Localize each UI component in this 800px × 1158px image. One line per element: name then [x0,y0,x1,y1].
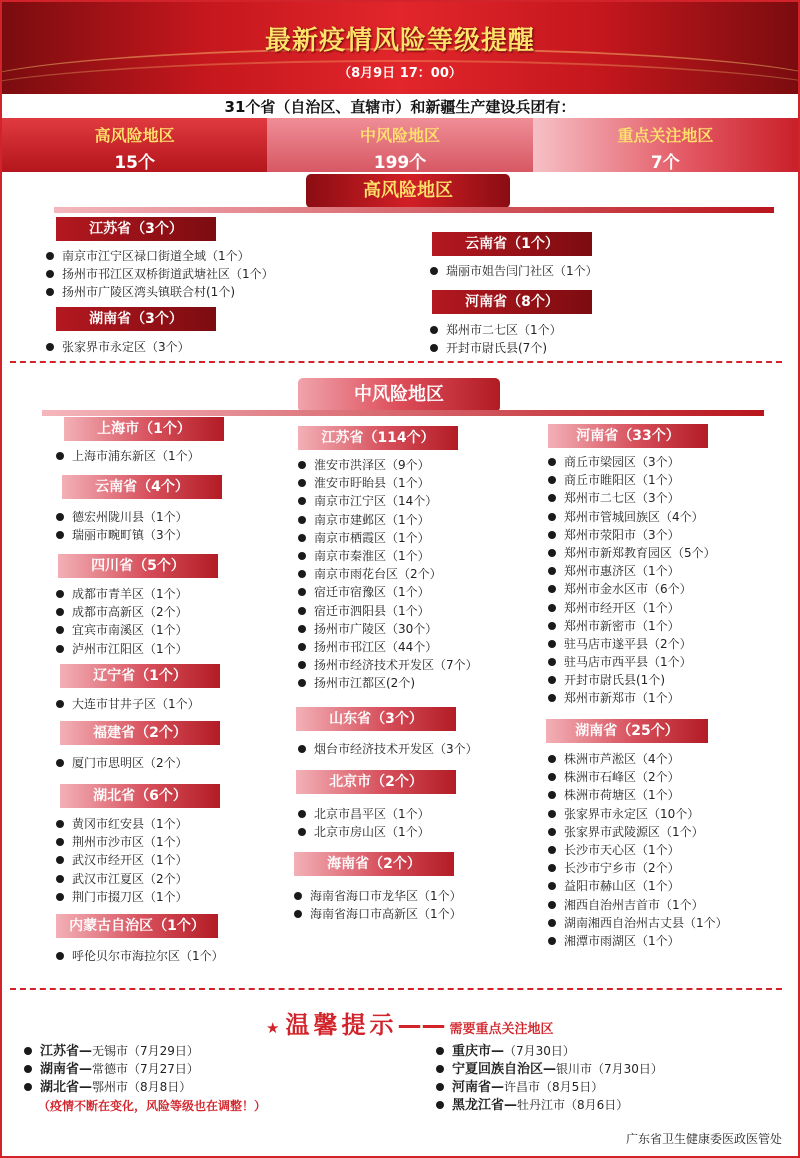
list-item: 泸州市江阳区（1个） [54,640,188,658]
summary-bar [2,118,798,172]
tip-detail: 牡丹江市（8月6日） [517,1098,629,1112]
list-item: 张家界市永定区（10个） [546,805,728,823]
list-item: 开封市尉氏县(1个) [546,671,716,689]
list-item [434,1096,663,1114]
list-item: 成都市高新区（2个） [54,603,188,621]
tips-heading [266,1005,553,1037]
tip-province: 河南省— [452,1080,505,1095]
tip-detail: 许昌市（8月5日） [504,1080,604,1094]
list-item: 德宏州陇川县（1个） [54,508,188,526]
list-item: 张家界市武陵源区（1个） [546,823,728,841]
high-henan-list [428,321,562,357]
list-item: 北京市昌平区（1个） [296,805,430,823]
tip-province: 江苏省— [40,1044,93,1059]
list-item: 北京市房山区（1个） [296,823,430,841]
list-item: 厦门市思明区（2个） [54,754,188,772]
summary-count: 7个 [650,153,680,173]
list-item: 扬州市邗江区（44个） [296,638,478,656]
list-item: 益阳市赫山区（1个） [546,877,728,895]
tip-province: 湖南省— [40,1062,93,1077]
high-yunnan-list [428,262,598,280]
list-item: 郑州市荥阳市（3个） [546,526,716,544]
mid-jiangsu-list [296,456,478,692]
list-item [434,1060,663,1078]
list-item: 大连市甘井子区（1个） [54,695,200,713]
list-item: 成都市青羊区（1个） [54,585,188,603]
list-item: 郑州市新密市（1个） [546,617,716,635]
summary-label: 中风险地区 [359,126,440,145]
summary-watch [533,118,798,172]
summary-count: 15个 [114,153,155,173]
list-item: 南京市江宁区（14个） [296,492,478,510]
province-tag-hunan: 湖南省（3个） [56,307,216,331]
list-item: 湖南湘西自治州古丈县（1个） [546,914,728,932]
list-item [22,1078,199,1096]
province-tag-henan: 河南省（33个） [548,424,708,448]
list-item: 上海市浦东新区（1个） [54,447,200,465]
mid-sichuan-list [54,585,188,658]
list-item: 武汉市江夏区（2个） [54,870,188,888]
list-item: 株洲市芦淞区（4个） [546,750,728,768]
list-item: 扬州市广陵区湾头镇联合村(1个) [44,283,274,301]
province-tag-yunnan: 云南省（1个） [432,232,592,256]
list-item: 商丘市梁园区（3个） [546,453,716,471]
list-item: 开封市尉氏县(7个) [428,339,562,357]
list-item: 湘西自治州吉首市（1个） [546,896,728,914]
list-item: 武汉市经开区（1个） [54,851,188,869]
list-item: 长沙市宁乡市（2个） [546,859,728,877]
list-item: 南京市秦淮区（1个） [296,547,478,565]
province-tag-shanghai: 上海市（1个） [64,417,224,441]
list-item: 瑞丽市姐告闫门社区（1个） [428,262,598,280]
medium-risk-banner: 中风险地区 [298,378,500,412]
list-item: 郑州市金水区市（6个） [546,580,716,598]
mid-shanghai-list [54,447,200,465]
tips-note: （疫情不断在变化，风险等级也在调整！） [38,1099,267,1113]
list-item: 郑州市二七区（1个） [428,321,562,339]
list-item: 黄冈市红安县（1个） [54,815,188,833]
list-item: 郑州市经开区（1个） [546,599,716,617]
province-tag-hubei: 湖北省（6个） [60,784,220,808]
mid-yunnan-list [54,508,188,544]
tip-detail: （7月30日） [504,1044,575,1058]
tip-province: 湖北省— [40,1080,93,1095]
list-item: 郑州市新郑市（1个） [546,689,716,707]
tips-list-right [434,1042,663,1114]
list-item: 荆州市沙市区（1个） [54,833,188,851]
mid-liaoning-list [54,695,200,713]
tips-title: 温馨提示 [285,1011,398,1039]
province-tag-hunan: 湖南省（25个） [546,719,708,743]
list-item [434,1042,663,1060]
summary-medium [267,118,532,172]
list-item: 荆门市掇刀区（1个） [54,888,188,906]
mid-beijing-list [296,805,430,841]
tip-province: 重庆市— [452,1044,505,1059]
list-item: 瑞丽市畹町镇（3个） [54,526,188,544]
province-tag-henan: 河南省（8个） [432,290,592,314]
list-item: 扬州市广陵区（30个） [296,620,478,638]
province-tag-shandong: 山东省（3个） [296,707,456,731]
list-item: 宿迁市宿豫区（1个） [296,583,478,601]
section-divider [10,988,782,990]
list-item: 烟台市经济技术开发区（3个） [296,740,478,758]
tips-dash: —— [397,1011,446,1039]
mid-fujian-list [54,754,188,772]
high-jiangsu-list [44,247,274,302]
province-tag-beijing: 北京市（2个） [296,770,456,794]
list-item [22,1042,199,1060]
list-item: 驻马店市西平县（1个） [546,653,716,671]
mid-hubei-list [54,815,188,906]
list-item: 海南省海口市高新区（1个） [292,905,462,923]
province-tag-fujian: 福建省（2个） [60,721,220,745]
summary-high [2,118,267,172]
section-rule [54,207,774,213]
province-tag-jiangsu: 江苏省（114个） [298,426,458,450]
list-item: 南京市江宁区禄口街道全域（1个） [44,247,274,265]
update-time: （8月9日 17：00） [338,66,462,81]
summary-label: 高风险地区 [94,126,175,145]
list-item: 商丘市睢阳区（1个） [546,471,716,489]
list-item: 郑州市二七区（3个） [546,489,716,507]
mid-hainan-list [292,887,462,923]
list-item: 南京市建邺区（1个） [296,511,478,529]
province-tag-neimenggu: 内蒙古自治区（1个） [56,914,218,938]
list-item [22,1060,199,1078]
list-item: 驻马店市遂平县（2个） [546,635,716,653]
list-item: 郑州市惠济区（1个） [546,562,716,580]
list-item: 长沙市天心区（1个） [546,841,728,859]
list-item: 宜宾市南溪区（1个） [54,621,188,639]
tip-detail: 常德市（7月27日） [92,1062,199,1076]
high-hunan-list [44,338,190,356]
page-title: 最新疫情风险等级提醒 [264,26,535,56]
star-icon: ★ [266,1019,280,1037]
list-item: 呼伦贝尔市海拉尔区（1个） [54,947,224,965]
list-item: 淮安市洪泽区（9个） [296,456,478,474]
mid-henan-list [546,453,716,708]
issuer-footer: 广东省卫生健康委医政医管处 [625,1132,782,1146]
list-item: 郑州市新郑教育园区（5个） [546,544,716,562]
section-divider [10,361,782,363]
list-item: 株洲市石峰区（2个） [546,768,728,786]
list-item: 张家界市永定区（3个） [44,338,190,356]
list-item: 郑州市管城回族区（4个） [546,508,716,526]
tip-province: 黑龙江省— [452,1098,518,1113]
list-item: 宿迁市泗阳县（1个） [296,602,478,620]
tip-detail: 无锡市（7月29日） [92,1044,199,1058]
high-risk-banner: 高风险地区 [306,174,510,208]
tip-province: 宁夏回族自治区— [452,1062,557,1077]
list-item [434,1078,663,1096]
list-item: 南京市栖霞区（1个） [296,529,478,547]
mid-shandong-list [296,740,478,758]
tip-detail: 银川市（7月30日） [556,1062,663,1076]
list-item: 扬州市经济技术开发区（7个） [296,656,478,674]
list-item: 株洲市荷塘区（1个） [546,786,728,804]
tip-detail: 鄂州市（8月8日） [92,1080,192,1094]
list-item: 扬州市邗江区双桥街道武塘社区（1个） [44,265,274,283]
province-tag-yunnan: 云南省（4个） [62,475,222,499]
province-tag-sichuan: 四川省（5个） [58,554,218,578]
list-item: 淮安市盱眙县（1个） [296,474,478,492]
header-banner [2,2,798,94]
list-item: 海南省海口市龙华区（1个） [292,887,462,905]
mid-neimenggu-list [54,947,224,965]
section-rule [42,410,764,416]
list-item: 湘潭市雨湖区（1个） [546,932,728,950]
summary-count: 199个 [373,153,427,173]
tips-subtitle: 需要重点关注地区 [449,1022,554,1037]
province-tag-jiangsu: 江苏省（3个） [56,217,216,241]
tips-list-left [22,1042,199,1096]
list-item: 扬州市江都区(2个) [296,674,478,692]
list-item: 南京市雨花台区（2个） [296,565,478,583]
mid-hunan-list [546,750,728,950]
summary-label: 重点关注地区 [617,126,714,145]
overview-heading: 31个省（自治区、直辖市）和新疆生产建设兵团有： [224,98,576,116]
province-tag-hainan: 海南省（2个） [294,852,454,876]
province-tag-liaoning: 辽宁省（1个） [60,664,220,688]
